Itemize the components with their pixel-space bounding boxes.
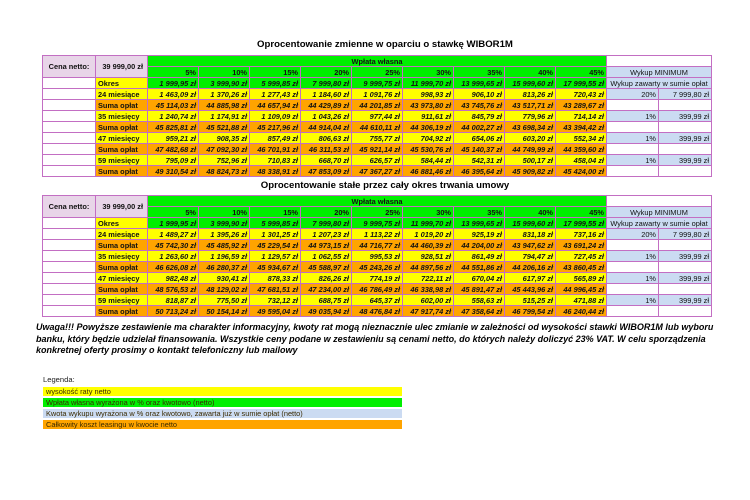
- cena-netto-label-cell: Cena netto:: [43, 56, 96, 78]
- okres-value-cell: 13 999,65 zł: [454, 218, 505, 229]
- rate-cell: 794,47 zł: [505, 251, 556, 262]
- rate-cell: 515,25 zł: [505, 295, 556, 306]
- rate-cell: 670,04 zł: [454, 273, 505, 284]
- blank-cell: [43, 166, 96, 177]
- rate-cell: 1 240,74 zł: [148, 111, 199, 122]
- empty-cell: [659, 306, 712, 317]
- suma-cell: 47 358,64 zł: [454, 306, 505, 317]
- table-row: [43, 155, 712, 166]
- suma-cell: 48 576,53 zł: [148, 284, 199, 295]
- rate-cell: 732,12 zł: [250, 295, 301, 306]
- percent-header-cell: 30%: [403, 207, 454, 218]
- suma-cell: 44 460,39 zł: [403, 240, 454, 251]
- suma-oplat-label-cell: Suma opłat: [96, 262, 148, 273]
- percent-header-cell: 35%: [454, 207, 505, 218]
- suma-cell: 43 947,62 zł: [505, 240, 556, 251]
- suma-cell: 43 698,34 zł: [505, 122, 556, 133]
- okres-value-cell: 15 999,60 zł: [505, 78, 556, 89]
- rate-cell: 1 113,22 zł: [352, 229, 403, 240]
- rate-cell: 925,19 zł: [454, 229, 505, 240]
- rate-cell: 584,44 zł: [403, 155, 454, 166]
- suma-cell: 44 610,11 zł: [352, 122, 403, 133]
- suma-cell: 46 701,91 zł: [250, 144, 301, 155]
- rate-cell: 959,21 zł: [148, 133, 199, 144]
- rate-cell: 1 370,26 zł: [199, 89, 250, 100]
- table-fixed-title: Oprocentowanie stałe przez cały okres trwania umowy: [260, 180, 510, 191]
- rate-cell: 906,10 zł: [454, 89, 505, 100]
- suma-cell: 43 394,42 zł: [556, 122, 607, 133]
- suma-cell: 44 429,89 zł: [301, 100, 352, 111]
- suma-cell: 45 485,92 zł: [199, 240, 250, 251]
- suma-cell: 44 206,16 zł: [505, 262, 556, 273]
- suma-cell: 45 742,30 zł: [148, 240, 199, 251]
- empty-cell: [607, 144, 659, 155]
- blank-cell: [43, 284, 96, 295]
- suma-cell: 44 749,99 zł: [505, 144, 556, 155]
- blank-cell: [43, 100, 96, 111]
- rate-cell: 710,83 zł: [250, 155, 301, 166]
- suma-cell: 45 424,00 zł: [556, 166, 607, 177]
- suma-cell: 45 243,26 zł: [352, 262, 403, 273]
- percent-header-cell: 15%: [250, 207, 301, 218]
- blank-cell: [43, 78, 96, 89]
- suma-cell: 43 860,45 zł: [556, 262, 607, 273]
- rate-cell: 727,45 zł: [556, 251, 607, 262]
- percent-header-cell: 20%: [301, 67, 352, 78]
- legend-items: [43, 387, 402, 429]
- wykup-percent-cell: 1%: [607, 251, 659, 262]
- blank-cell: [43, 306, 96, 317]
- empty-cell: [659, 166, 712, 177]
- suma-cell: 45 891,47 zł: [454, 284, 505, 295]
- percent-header-cell: 25%: [352, 67, 403, 78]
- wplata-wlasna-header-cell: Wpłata własna: [148, 56, 607, 67]
- suma-cell: 45 521,88 zł: [199, 122, 250, 133]
- suma-cell: 47 917,74 zł: [403, 306, 454, 317]
- cena-netto-value-cell: 39 999,00 zł: [96, 196, 148, 218]
- suma-cell: 48 129,02 zł: [199, 284, 250, 295]
- rate-cell: 720,43 zł: [556, 89, 607, 100]
- wykup-minimum-header-cell: Wykup MINIMUM: [607, 207, 712, 218]
- table-row: [43, 251, 712, 262]
- rate-cell: 722,11 zł: [403, 273, 454, 284]
- blank-cell: [43, 111, 96, 122]
- suma-cell: 44 002,27 zł: [454, 122, 505, 133]
- okres-value-cell: 5 999,85 zł: [250, 218, 301, 229]
- rate-cell: 861,49 zł: [454, 251, 505, 262]
- pricing-table-variable: [42, 55, 712, 177]
- rate-cell: 1 184,60 zł: [301, 89, 352, 100]
- period-label-cell: 47 miesięcy: [96, 273, 148, 284]
- wykup-percent-cell: 20%: [607, 229, 659, 240]
- table-row: [43, 144, 712, 155]
- rate-cell: 774,19 zł: [352, 273, 403, 284]
- rate-cell: 857,49 zł: [250, 133, 301, 144]
- suma-cell: 45 114,03 zł: [148, 100, 199, 111]
- wykup-percent-cell: 1%: [607, 273, 659, 284]
- rate-cell: 603,20 zł: [505, 133, 556, 144]
- suma-cell: 43 289,67 zł: [556, 100, 607, 111]
- period-label-cell: 47 miesięcy: [96, 133, 148, 144]
- rate-cell: 542,31 zł: [454, 155, 505, 166]
- wykup-amount-cell: 7 999,80 zł: [659, 229, 712, 240]
- suma-cell: 46 881,46 zł: [403, 166, 454, 177]
- legend-item: Wpłata własna wyrażona w % oraz kwotowo (netto): [43, 398, 402, 407]
- legend: [43, 375, 402, 431]
- wykup-percent-cell: 1%: [607, 111, 659, 122]
- wykup-percent-cell: 20%: [607, 89, 659, 100]
- percent-header-cell: 40%: [505, 207, 556, 218]
- blank-cell: [43, 122, 96, 133]
- table-row: [43, 122, 712, 133]
- rate-cell: 977,44 zł: [352, 111, 403, 122]
- empty-cell: [607, 166, 659, 177]
- percent-header-cell: 5%: [148, 207, 199, 218]
- wykup-amount-cell: 7 999,80 zł: [659, 89, 712, 100]
- suma-cell: 45 825,81 zł: [148, 122, 199, 133]
- suma-oplat-label-cell: Suma opłat: [96, 284, 148, 295]
- suma-oplat-label-cell: Suma opłat: [96, 122, 148, 133]
- empty-cell: [659, 262, 712, 273]
- rate-cell: 714,14 zł: [556, 111, 607, 122]
- blank-cell: [43, 273, 96, 284]
- suma-cell: 45 229,54 zł: [250, 240, 301, 251]
- blank-cell: [43, 218, 96, 229]
- wykup-amount-cell: 399,99 zł: [659, 111, 712, 122]
- okres-value-cell: 11 999,70 zł: [403, 78, 454, 89]
- suma-cell: 47 367,27 zł: [352, 166, 403, 177]
- blank-cell: [43, 262, 96, 273]
- rate-cell: 930,41 zł: [199, 273, 250, 284]
- rate-cell: 1 196,59 zł: [199, 251, 250, 262]
- percent-header-cell: 45%: [556, 207, 607, 218]
- period-label-cell: 35 miesięcy: [96, 251, 148, 262]
- table-row: [43, 306, 712, 317]
- okres-value-cell: 7 999,80 zł: [301, 78, 352, 89]
- suma-cell: 43 517,71 zł: [505, 100, 556, 111]
- rate-cell: 1 463,09 zł: [148, 89, 199, 100]
- period-label-cell: 35 miesięcy: [96, 111, 148, 122]
- rate-cell: 908,35 zł: [199, 133, 250, 144]
- period-label-cell: 59 miesięcy: [96, 295, 148, 306]
- rate-cell: 1 043,26 zł: [301, 111, 352, 122]
- suma-cell: 45 921,14 zł: [352, 144, 403, 155]
- empty-cell: [607, 284, 659, 295]
- wykup-percent-cell: 1%: [607, 295, 659, 306]
- okres-value-cell: 3 999,90 zł: [199, 78, 250, 89]
- okres-value-cell: 7 999,80 zł: [301, 218, 352, 229]
- rate-cell: 668,70 zł: [301, 155, 352, 166]
- blank-cell: [43, 251, 96, 262]
- suma-cell: 46 311,53 zł: [301, 144, 352, 155]
- rate-cell: 982,48 zł: [148, 273, 199, 284]
- suma-cell: 49 035,94 zł: [301, 306, 352, 317]
- suma-cell: 47 092,30 zł: [199, 144, 250, 155]
- wykup-subheader-cell: Wykup zawarty w sumie opłat: [607, 218, 712, 229]
- empty-cell: [607, 122, 659, 133]
- empty-cell: [659, 284, 712, 295]
- rate-cell: 645,37 zł: [352, 295, 403, 306]
- rate-cell: 795,09 zł: [148, 155, 199, 166]
- okres-value-cell: 5 999,85 zł: [250, 78, 301, 89]
- wykup-amount-cell: 399,99 zł: [659, 133, 712, 144]
- blank-cell: [43, 240, 96, 251]
- period-label-cell: 24 miesiące: [96, 229, 148, 240]
- suma-cell: 44 201,85 zł: [352, 100, 403, 111]
- blank-area-cell: [607, 56, 712, 67]
- rate-cell: 704,92 zł: [403, 133, 454, 144]
- rate-cell: 500,17 zł: [505, 155, 556, 166]
- suma-cell: 48 824,73 zł: [199, 166, 250, 177]
- legend-item: Kwota wykupu wyrażona w % oraz kwotowo, zawarta już w sumie opłat (netto): [43, 409, 402, 418]
- percent-header-cell: 45%: [556, 67, 607, 78]
- suma-cell: 45 140,37 zł: [454, 144, 505, 155]
- wykup-percent-cell: 1%: [607, 155, 659, 166]
- suma-cell: 47 853,09 zł: [301, 166, 352, 177]
- table-row: [43, 273, 712, 284]
- suma-cell: 47 234,00 zł: [301, 284, 352, 295]
- suma-cell: 49 310,54 zł: [148, 166, 199, 177]
- okres-value-cell: 1 999,95 zł: [148, 78, 199, 89]
- suma-cell: 46 786,49 zł: [352, 284, 403, 295]
- suma-cell: 46 626,08 zł: [148, 262, 199, 273]
- rate-cell: 806,63 zł: [301, 133, 352, 144]
- okres-label-cell: Okres: [96, 218, 148, 229]
- empty-cell: [607, 262, 659, 273]
- suma-cell: 48 338,91 zł: [250, 166, 301, 177]
- period-label-cell: 59 miesięcy: [96, 155, 148, 166]
- suma-cell: 50 713,24 zł: [148, 306, 199, 317]
- rate-cell: 911,61 zł: [403, 111, 454, 122]
- rate-cell: 602,00 zł: [403, 295, 454, 306]
- suma-cell: 46 280,37 zł: [199, 262, 250, 273]
- suma-cell: 44 973,15 zł: [301, 240, 352, 251]
- suma-oplat-label-cell: Suma opłat: [96, 240, 148, 251]
- pricing-table-fixed: [42, 195, 712, 317]
- table-row: [43, 100, 712, 111]
- blank-cell: [43, 89, 96, 100]
- percent-header-cell: 30%: [403, 67, 454, 78]
- cena-netto-label-cell: Cena netto:: [43, 196, 96, 218]
- okres-value-cell: 15 999,60 zł: [505, 218, 556, 229]
- suma-cell: 44 204,00 zł: [454, 240, 505, 251]
- okres-value-cell: 3 999,90 zł: [199, 218, 250, 229]
- suma-cell: 44 657,94 zł: [250, 100, 301, 111]
- empty-cell: [659, 240, 712, 251]
- suma-cell: 44 551,86 zł: [454, 262, 505, 273]
- table-row: [43, 229, 712, 240]
- rate-cell: 626,57 zł: [352, 155, 403, 166]
- table-row: [43, 111, 712, 122]
- rate-cell: 995,53 zł: [352, 251, 403, 262]
- suma-cell: 47 681,51 zł: [250, 284, 301, 295]
- empty-cell: [607, 240, 659, 251]
- wplata-wlasna-header-cell: Wpłata własna: [148, 196, 607, 207]
- rate-cell: 1 489,27 zł: [148, 229, 199, 240]
- table-row: [43, 262, 712, 273]
- okres-value-cell: 9 999,75 zł: [352, 78, 403, 89]
- suma-cell: 43 691,24 zł: [556, 240, 607, 251]
- rate-cell: 654,06 zł: [454, 133, 505, 144]
- blank-cell: [43, 155, 96, 166]
- percent-header-cell: 10%: [199, 67, 250, 78]
- suma-cell: 44 359,60 zł: [556, 144, 607, 155]
- okres-value-cell: 11 999,70 zł: [403, 218, 454, 229]
- suma-cell: 44 885,98 zł: [199, 100, 250, 111]
- rate-cell: 1 277,43 zł: [250, 89, 301, 100]
- suma-cell: 45 443,96 zł: [505, 284, 556, 295]
- suma-cell: 45 588,97 zł: [301, 262, 352, 273]
- rate-cell: 831,18 zł: [505, 229, 556, 240]
- okres-value-cell: 17 999,55 zł: [556, 218, 607, 229]
- empty-cell: [659, 122, 712, 133]
- percent-header-cell: 10%: [199, 207, 250, 218]
- okres-value-cell: 1 999,95 zł: [148, 218, 199, 229]
- rate-cell: 688,75 zł: [301, 295, 352, 306]
- okres-value-cell: 17 999,55 zł: [556, 78, 607, 89]
- percent-header-cell: 5%: [148, 67, 199, 78]
- rate-cell: 1 207,23 zł: [301, 229, 352, 240]
- suma-oplat-label-cell: Suma opłat: [96, 144, 148, 155]
- suma-cell: 43 745,76 zł: [454, 100, 505, 111]
- rate-cell: 928,51 zł: [403, 251, 454, 262]
- table-row: [43, 89, 712, 100]
- rate-cell: 826,26 zł: [301, 273, 352, 284]
- pricing-table: [42, 55, 712, 177]
- suma-cell: 46 240,44 zł: [556, 306, 607, 317]
- disclaimer-text: Uwaga!!! Powyższe zestawienie ma charakter informacyjny, kwoty rat mogą nieznacznie ulec zmianie w zależności od wysokości stawki WIBOR1M lub wyboru banku, który będzie udzielał finansowania. Wszystkie ceny podane w zestawieniu są cenami netto, do których należy doliczyć 23% VAT. W celu sporządzenia konkretnej oferty prosimy o kontakt telefoniczny lub mailowy: [36, 322, 714, 356]
- wykup-amount-cell: 399,99 zł: [659, 273, 712, 284]
- suma-cell: 46 395,64 zł: [454, 166, 505, 177]
- suma-cell: 47 482,68 zł: [148, 144, 199, 155]
- suma-cell: 46 799,54 zł: [505, 306, 556, 317]
- suma-oplat-label-cell: Suma opłat: [96, 100, 148, 111]
- rate-cell: 1 062,55 zł: [301, 251, 352, 262]
- rate-cell: 458,04 zł: [556, 155, 607, 166]
- rate-cell: 813,26 zł: [505, 89, 556, 100]
- rate-cell: 565,89 zł: [556, 273, 607, 284]
- empty-cell: [659, 144, 712, 155]
- rate-cell: 1 263,60 zł: [148, 251, 199, 262]
- suma-cell: 44 716,77 zł: [352, 240, 403, 251]
- wykup-percent-cell: 1%: [607, 133, 659, 144]
- suma-cell: 44 306,19 zł: [403, 122, 454, 133]
- table-variable-title: Oprocentowanie zmienne w oparciu o stawkę WIBOR1M: [257, 39, 513, 50]
- rate-cell: 552,34 zł: [556, 133, 607, 144]
- blank-cell: [43, 133, 96, 144]
- rate-cell: 755,77 zł: [352, 133, 403, 144]
- rate-cell: 878,33 zł: [250, 273, 301, 284]
- rate-cell: 818,87 zł: [148, 295, 199, 306]
- wykup-amount-cell: 399,99 zł: [659, 155, 712, 166]
- rate-cell: 737,16 zł: [556, 229, 607, 240]
- empty-cell: [607, 306, 659, 317]
- legend-item: wysokość raty netto: [43, 387, 402, 396]
- rate-cell: 1 091,76 zł: [352, 89, 403, 100]
- suma-cell: 45 217,96 zł: [250, 122, 301, 133]
- suma-cell: 43 973,80 zł: [403, 100, 454, 111]
- legend-item: Całkowity koszt leasingu w kwocie netto: [43, 420, 402, 429]
- empty-cell: [659, 100, 712, 111]
- rate-cell: 779,96 zł: [505, 111, 556, 122]
- rate-cell: 558,63 zł: [454, 295, 505, 306]
- suma-cell: 44 914,04 zł: [301, 122, 352, 133]
- empty-cell: [607, 100, 659, 111]
- rate-cell: 1 174,91 zł: [199, 111, 250, 122]
- wykup-amount-cell: 399,99 zł: [659, 295, 712, 306]
- rate-cell: 617,97 zł: [505, 273, 556, 284]
- table-row: [43, 295, 712, 306]
- rate-cell: 1 395,26 zł: [199, 229, 250, 240]
- percent-header-cell: 20%: [301, 207, 352, 218]
- suma-cell: 46 338,98 zł: [403, 284, 454, 295]
- percent-header-cell: 25%: [352, 207, 403, 218]
- table-row: [43, 133, 712, 144]
- rate-cell: 1 301,25 zł: [250, 229, 301, 240]
- suma-cell: 45 934,67 zł: [250, 262, 301, 273]
- okres-label-cell: Okres: [96, 78, 148, 89]
- wykup-amount-cell: 399,99 zł: [659, 251, 712, 262]
- suma-cell: 45 530,76 zł: [403, 144, 454, 155]
- suma-cell: 50 154,14 zł: [199, 306, 250, 317]
- table-row: [43, 166, 712, 177]
- table-row: [43, 284, 712, 295]
- suma-cell: 48 476,84 zł: [352, 306, 403, 317]
- cena-netto-value-cell: 39 999,00 zł: [96, 56, 148, 78]
- okres-value-cell: 9 999,75 zł: [352, 218, 403, 229]
- wykup-minimum-header-cell: Wykup MINIMUM: [607, 67, 712, 78]
- suma-cell: 45 909,82 zł: [505, 166, 556, 177]
- pricing-table: [42, 195, 712, 317]
- rate-cell: 1 019,20 zł: [403, 229, 454, 240]
- rate-cell: 1 109,09 zł: [250, 111, 301, 122]
- blank-cell: [43, 295, 96, 306]
- percent-header-cell: 15%: [250, 67, 301, 78]
- suma-cell: 44 996,45 zł: [556, 284, 607, 295]
- percent-header-cell: 35%: [454, 67, 505, 78]
- suma-cell: 49 595,04 zł: [250, 306, 301, 317]
- wykup-subheader-cell: Wykup zawarty w sumie opłat: [607, 78, 712, 89]
- period-label-cell: 24 miesiące: [96, 89, 148, 100]
- suma-oplat-label-cell: Suma opłat: [96, 306, 148, 317]
- percent-header-cell: 40%: [505, 67, 556, 78]
- rate-cell: 471,88 zł: [556, 295, 607, 306]
- rate-cell: 752,96 zł: [199, 155, 250, 166]
- rate-cell: 775,50 zł: [199, 295, 250, 306]
- blank-cell: [43, 144, 96, 155]
- suma-cell: 44 897,56 zł: [403, 262, 454, 273]
- suma-oplat-label-cell: Suma opłat: [96, 166, 148, 177]
- okres-value-cell: 13 999,65 zł: [454, 78, 505, 89]
- rate-cell: 1 129,57 zł: [250, 251, 301, 262]
- blank-cell: [43, 229, 96, 240]
- table-row: [43, 240, 712, 251]
- blank-area-cell: [607, 196, 712, 207]
- rate-cell: 998,93 zł: [403, 89, 454, 100]
- legend-title: Legenda:: [43, 375, 75, 384]
- rate-cell: 845,79 zł: [454, 111, 505, 122]
